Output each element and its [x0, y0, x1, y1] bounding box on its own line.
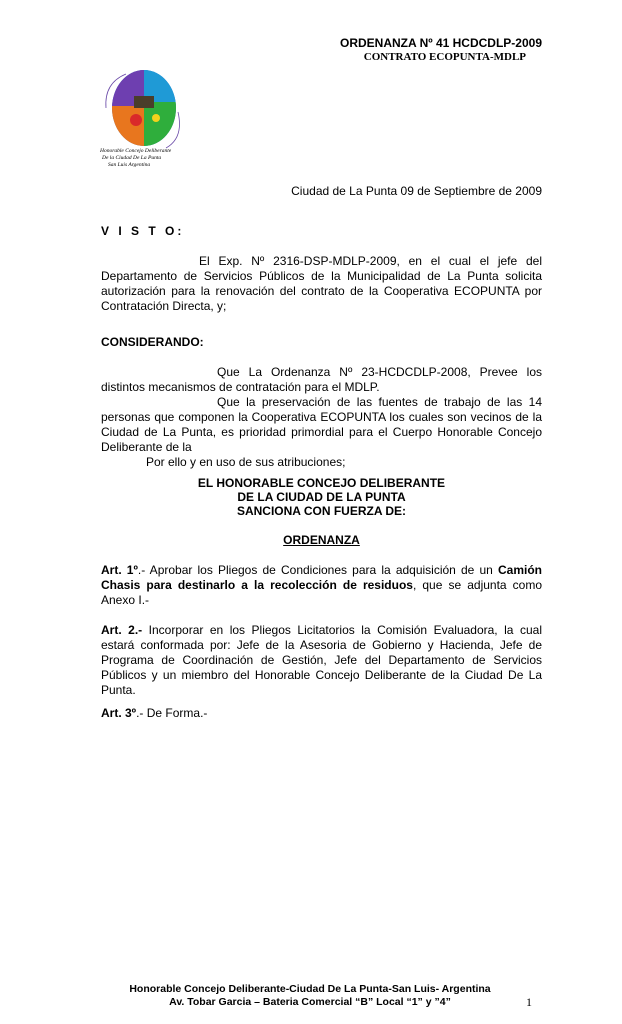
logo-caption-line: Honorable Concejo Deliberante — [100, 148, 172, 154]
document-date: Ciudad de La Punta 09 de Septiembre de 2009 — [291, 184, 542, 198]
visto-paragraph — [101, 254, 542, 314]
ordenanza-heading: ORDENANZA — [283, 533, 360, 547]
article-1-text: .- Aprobar los Pliegos de Condiciones para la adquisición de un — [137, 563, 498, 577]
article-1-highlight: Camión Chasis para destinarlo a la recolección de residuos — [101, 563, 542, 592]
article-3 — [101, 706, 542, 721]
article-2-label: Art. 2.- — [101, 623, 143, 637]
article-3-text: .- De Forma.- — [136, 706, 208, 720]
considerando-text-2: Que la preservación de las fuentes de trabajo de las 14 personas que componen la Cooperativa ECOPUNTA los cuales son vecinos de la Ciudad de La Punta, es prioridad primordial para el Cuerpo Honorable Concejo Deliberante de la — [101, 395, 542, 454]
considerando-paragraphs — [101, 365, 542, 470]
considerando-heading: CONSIDERANDO: — [101, 335, 204, 349]
footer-line-1: Honorable Concejo Deliberante-Ciudad De La Punta-San Luis- Argentina — [129, 983, 491, 995]
sanciona-line-2: DE LA CIUDAD DE LA PUNTA — [237, 490, 406, 504]
footer-line-2: Av. Tobar Garcia – Bateria Comercial “B” Local “1” y ”4” — [169, 996, 451, 1008]
considerando-text-3: Por ello y en uso de sus atribuciones; — [146, 455, 346, 469]
article-2 — [101, 623, 542, 698]
document-subtitle: CONTRATO ECOPUNTA-MDLP — [363, 51, 526, 63]
considerando-text-1: Que La Ordenanza Nº 23-HCDCDLP-2008, Prevee los distintos mecanismos de contratación para el MDLP. — [101, 365, 542, 394]
sanciona-block — [101, 476, 542, 518]
logo-caption — [100, 148, 171, 169]
article-1-label: Art. 1º — [101, 563, 138, 577]
page-number: 1 — [526, 995, 532, 1009]
visto-text: El Exp. Nº 2316-DSP-MDLP-2009, en el cual el jefe del Departamento de Servicios Públicos de la Municipalidad de La Punta solicita autorización para la renovación del contrato de la Cooperativa ECOPUNTA por Contratación Directa, y; — [101, 254, 542, 313]
footer — [90, 983, 530, 1009]
logo-caption-line: De la Ciudad De La Punta — [102, 155, 162, 161]
logo-caption-line: San Luis Argentina — [108, 162, 151, 168]
article-2-text: Incorporar en los Pliegos Licitatorios la Comisión Evaluadora, la cual estará conformada por: Jefe de la Asesoria de Gobierno y Hacienda, Jefe de Programa de Coordinación de Gestión, Jefe del Departamento de Servicios Públicos y un miembro del Honorable Concejo Deliberante de la Ciudad De La Punta. — [101, 623, 542, 697]
sanciona-line-1: EL HONORABLE CONCEJO DELIBERANTE — [197, 476, 446, 490]
council-logo-icon — [96, 68, 188, 188]
sanciona-line-3: SANCIONA CON FUERZA DE: — [236, 504, 407, 518]
visto-heading: V I S T O: — [101, 224, 185, 238]
article-1-text-end: , que se adjunta como Anexo I.- — [101, 578, 543, 607]
document-number: ORDENANZA Nº 41 HCDCDLP-2009 — [340, 36, 542, 50]
article-1 — [101, 563, 542, 608]
article-3-label: Art. 3º — [101, 706, 137, 720]
